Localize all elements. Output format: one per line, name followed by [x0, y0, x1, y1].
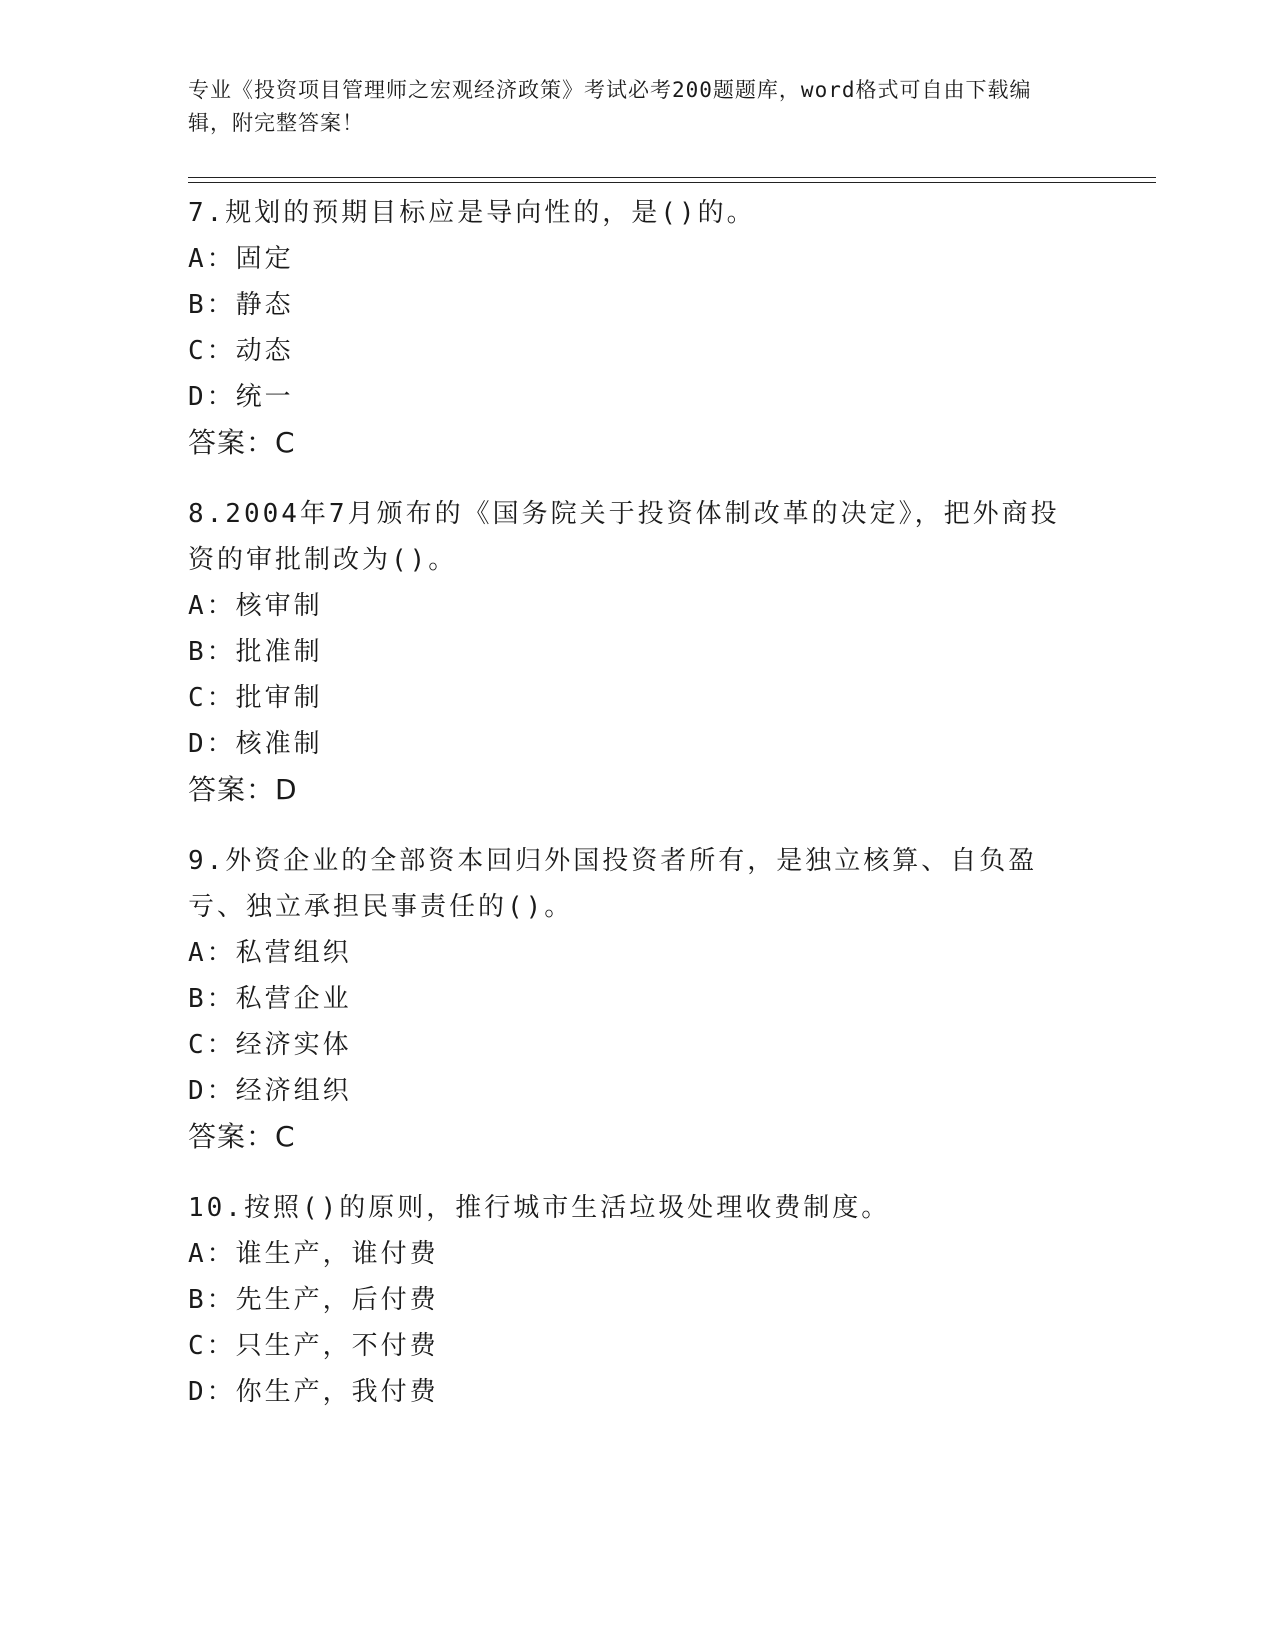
question-text: 9.外资企业的全部资本回归外国投资者所有，是独立核算、自负盈亏、独立承担民事责任的()。: [188, 846, 1038, 922]
option-c: C：只生产，不付费: [188, 1331, 439, 1361]
option-b: B：私营企业: [188, 984, 352, 1014]
option-b: B：先生产，后付费: [188, 1285, 439, 1315]
answer-text: 答案：D: [188, 773, 298, 806]
option-c: C：动态: [188, 336, 294, 366]
answer-text: 答案：C: [188, 426, 296, 459]
option-a: A：固定: [188, 244, 294, 274]
header-divider-top: [188, 177, 1156, 178]
option-a: A：核审制: [188, 591, 323, 621]
option-c: C：经济实体: [188, 1030, 352, 1060]
option-d: D：你生产，我付费: [188, 1377, 439, 1407]
question-block: [188, 1185, 1088, 1415]
header-divider-bottom: [188, 182, 1156, 183]
document-header: 专业《投资项目管理师之宏观经济政策》考试必考200题题库，word格式可自由下载编辑，附完整答案！: [188, 78, 1032, 135]
question-text: 10.按照()的原则，推行城市生活垃圾处理收费制度。: [188, 1193, 891, 1223]
question-text: 8.2004年7月颁布的《国务院关于投资体制改革的决定》，把外商投资的审批制改为()。: [188, 499, 1060, 575]
option-b: B：批准制: [188, 637, 323, 667]
option-c: C：批审制: [188, 683, 323, 713]
question-block: [188, 190, 1088, 466]
question-block: [188, 838, 1088, 1160]
option-b: B：静态: [188, 290, 294, 320]
answer-text: 答案：C: [188, 1120, 296, 1153]
option-a: A：谁生产，谁付费: [188, 1239, 439, 1269]
option-a: A：私营组织: [188, 938, 352, 968]
option-d: D：核准制: [188, 729, 323, 759]
option-d: D：统一: [188, 382, 294, 412]
question-block: [188, 491, 1088, 813]
question-list: [188, 190, 1088, 1440]
question-text: 7.规划的预期目标应是导向性的，是()的。: [188, 198, 756, 228]
option-d: D：经济组织: [188, 1076, 352, 1106]
